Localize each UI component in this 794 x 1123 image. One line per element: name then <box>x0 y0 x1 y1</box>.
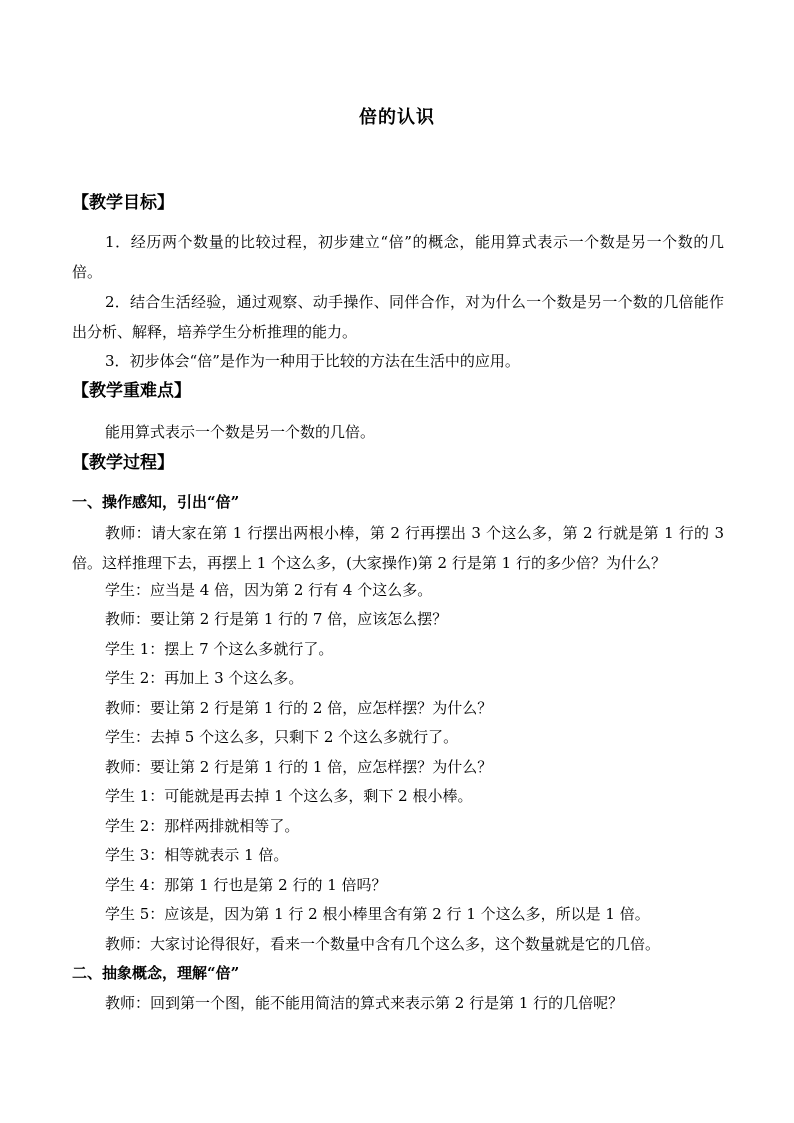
dialogue-line: 教师：大家讨论得很好，看来一个数量中含有几个这么多，这个数量就是它的几倍。 <box>105 935 661 953</box>
dialogue-line: 学生 5：应该是，因为第 1 行 2 根小棒里含有第 2 行 1 个这么多，所以是 1 倍。 <box>105 905 650 923</box>
part2-heading: 二、抽象概念，理解“倍” <box>72 964 240 982</box>
objective-item-1: 1．经历两个数量的比较过程，初步建立“倍”的概念，能用算式表示一个数是另一个数的几倍。 <box>72 233 724 281</box>
dialogue-line: 学生：应当是 4 倍，因为第 2 行有 4 个这么多。 <box>105 581 433 599</box>
dialogue-line: 学生 2：再加上 3 个这么多。 <box>105 669 304 687</box>
objective-item-3: 3．初步体会“倍”是作为一种用于比较的方法在生活中的应用。 <box>105 352 520 370</box>
page-title: 倍的认识 <box>359 107 435 128</box>
dialogue-line: 学生 3：相等就表示 1 倍。 <box>105 846 289 864</box>
dialogue-line: 教师：要让第 2 行是第 1 行的 2 倍，应怎样摆？为什么？ <box>105 699 493 717</box>
dialogue-line: 教师：要让第 2 行是第 1 行的 7 倍，应该怎么摆？ <box>105 610 448 628</box>
dialogue-line: 学生：去掉 5 个这么多，只剩下 2 个这么多就行了。 <box>105 728 459 746</box>
part1-intro: 教师：请大家在第 1 行摆出两根小棒，第 2 行再摆出 3 个这么多，第 2 行就是第 1 行的 3 倍。这样推理下去，再摆上 1 个这么多，(大家操作)第 2 行是第 1 行的多少倍？为什么？ <box>72 524 724 572</box>
dialogue-line: 学生 1：可能就是再去掉 1 个这么多，剩下 2 根小棒。 <box>105 787 473 805</box>
dialogue-line: 学生 2：那样两排就相等了。 <box>105 817 300 835</box>
key-points-heading: 【教学重难点】 <box>72 381 191 401</box>
dialogue-line: 教师：回到第一个图，能不能用简洁的算式来表示第 2 行是第 1 行的几倍呢？ <box>105 994 624 1012</box>
key-points-text: 能用算式表示一个数是另一个数的几倍。 <box>105 423 376 441</box>
part1-heading: 一、操作感知，引出“倍” <box>72 493 240 511</box>
process-heading: 【教学过程】 <box>72 453 174 473</box>
dialogue-line: 学生 1：摆上 7 个这么多就行了。 <box>105 640 334 658</box>
objective-item-2: 2．结合生活经验，通过观察、动手操作、同伴合作，对为什么一个数是另一个数的几倍能作出分析、解释，培养学生分析推理的能力。 <box>72 293 724 341</box>
dialogue-line: 教师：要让第 2 行是第 1 行的 1 倍，应怎样摆？为什么？ <box>105 758 493 776</box>
dialogue-line: 学生 4：那第 1 行也是第 2 行的 1 倍吗？ <box>105 876 387 894</box>
objectives-heading: 【教学目标】 <box>72 193 174 213</box>
